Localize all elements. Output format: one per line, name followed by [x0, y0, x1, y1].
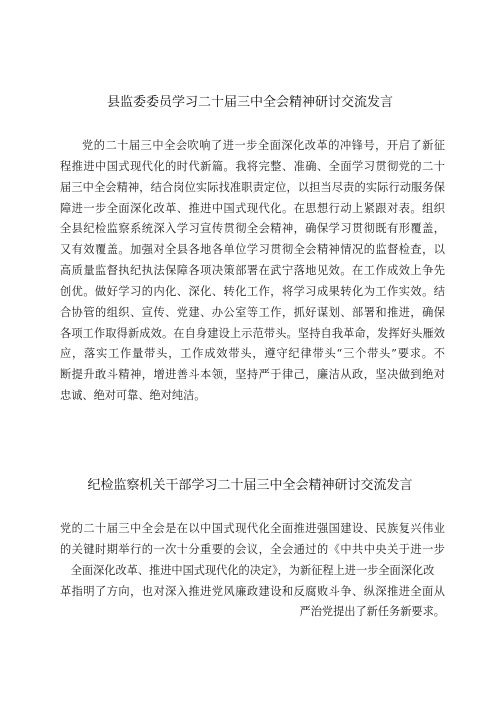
body-line: 党的二十届三中全会吹响了进一步全面深化改革的冲锋号，开启了新征 — [82, 139, 445, 152]
section-2-body — [60, 519, 445, 623]
body-line: 忠诚、绝对可靠、绝对纯洁。 — [60, 389, 206, 403]
body-line: 断提升敢斗精神，增进善斗本领，坚持严于律己，廉洁从政，坚决做到绝对 — [60, 368, 445, 382]
body-line: 障进一步全面深化改革、推进中国式现代化。在思想行动上紧跟对表。组织 — [60, 201, 445, 215]
body-line: 全面深化改革、推进中国式现代化的决定》，为新征程上进一步全面深化改 — [70, 563, 435, 577]
section-2-title: 纪检监察机关干部学习二十届三中全会精神研讨交流发言 — [87, 478, 413, 493]
body-line: 又有效覆盖。加强对全县各地各单位学习贯彻全会精神情况的监督检查，以 — [60, 243, 445, 257]
body-line: 应，落实工作量带头，工作成效带头，遵守纪律带头“三个带头”要求。不 — [60, 347, 445, 361]
body-line: 合协管的组织、宣传、党建、办公室等工作，抓好谋划、部署和推进，确保 — [60, 305, 445, 319]
body-line: 全县纪检监察系统深入学习宣传贯彻全会精神，确保学习贯彻既有形覆盖， — [60, 222, 445, 236]
body-line: 届三中全会精神，结合岗位实际找准职责定位，以担当尽责的实际行动服务保 — [60, 180, 445, 194]
section-1-title: 县监委委员学习二十届三中全会精神研讨交流发言 — [106, 95, 393, 110]
body-line: 严治党提出了新任务新要求。 — [299, 605, 445, 619]
body-line: 程推进中国式现代化的时代新篇。我将完整、准确、全面学习贯彻党的二十 — [60, 159, 445, 173]
body-line: 革指明了方向，也对深入推进党风廉政建设和反腐败斗争、纵深推进全面从 — [60, 584, 445, 598]
body-line: 创优。做好学习的内化、深化、转化工作，将学习成果转化为工作实效。结 — [60, 284, 445, 298]
section-1-body — [60, 136, 445, 407]
body-line: 高质量监督执纪执法保障各项决策部署在武宁落地见效。在工作成效上争先 — [60, 264, 445, 278]
body-line: 党的二十届三中全会是在以中国式现代化全面推进强国建设、民族复兴伟业 — [60, 522, 445, 535]
body-line: 各项工作取得新成效。在自身建设上示范带头。坚持自我革命，发挥好头雁效 — [60, 326, 445, 340]
body-line: 的关键时期举行的一次十分重要的会议，全会通过的《中共中央关于进一步 — [60, 542, 445, 556]
